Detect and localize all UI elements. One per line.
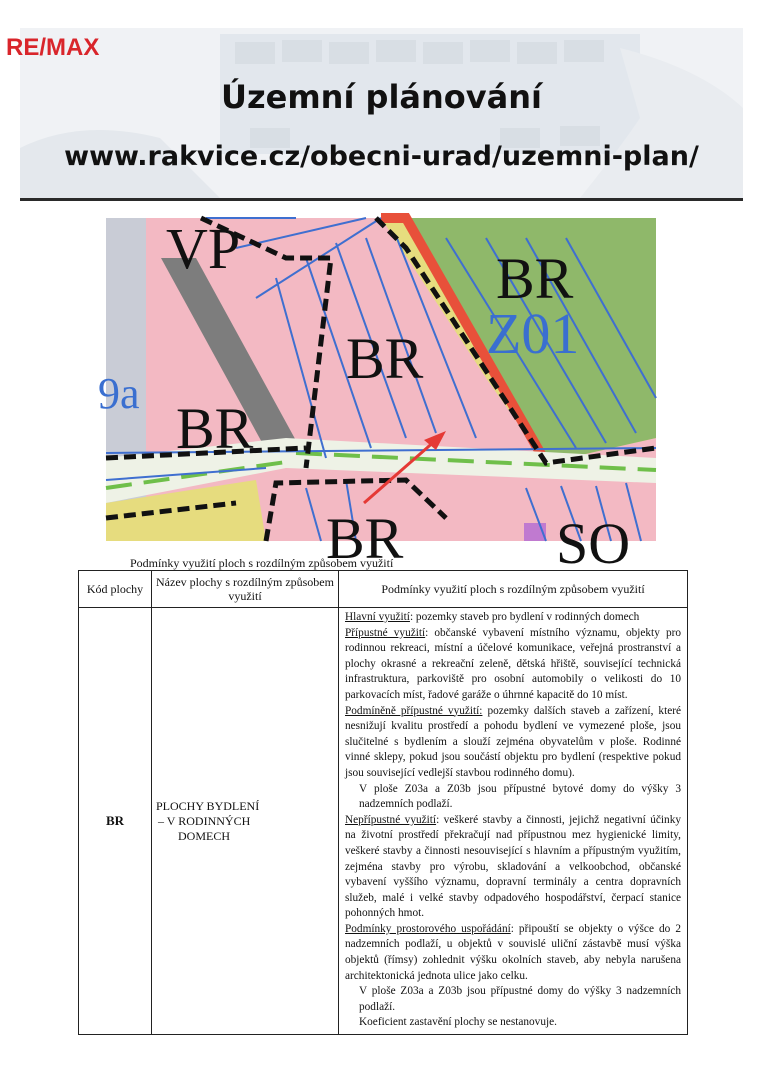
forbidden-use: Nepřípustné využití: veškeré stavby a činnosti, jejichž negativní účinky na životní prostředí překračují nad přípustnou mez hygienické limity, veškeré stavby a činnosti nesouvisející s hlavním a přípustným využitím, zejména stavby pro výrobu, skladování a velkoobchod, občanské vybavení vyššího významu, dopravní terminály a centra dopravních služeb, malé i velké stavby odpadového hospodářství, čerpací stanice pohonných hmot. — [345, 813, 681, 920]
banner-divider — [20, 198, 743, 201]
row-name — [152, 608, 339, 1035]
spatial-conditions: Podmínky prostorového uspořádání: připouští se objekty o výšce do 2 nadzemních podlaží, u objektů v souvislé uliční zástavbě musí výška objektů (římsy) zohlednit výšku okolních staveb, aby nebyla narušena architektonická jednota ulice jako celku. — [345, 922, 682, 982]
table-header-row — [79, 571, 688, 608]
usage-conditions-table — [78, 570, 688, 1035]
map-label-so: SO — [556, 511, 631, 576]
plan-url: www.rakvice.cz/obecni-urad/uzemni-plan/ — [64, 141, 699, 172]
map-label-br-main: BR — [346, 326, 424, 391]
map-label-9a: 9a — [98, 369, 140, 418]
page-title: Územní plánování — [221, 78, 542, 116]
main-use: Hlavní využití: pozemky staveb pro bydlení v rodinných domech — [345, 611, 640, 623]
row-code: BR — [79, 608, 152, 1035]
coefficient-note: Koeficient zastavění plochy se nestanovuje. — [359, 1016, 557, 1029]
header-conditions: Podmínky využití ploch s rozdílným způsobem využití — [339, 571, 688, 608]
map-label-vp: VP — [166, 216, 241, 281]
row-name-line2: – V RODINNÝCH — [158, 813, 251, 828]
row-name-line1: PLOCHY BYDLENÍ — [156, 798, 260, 813]
header-code: Kód plochy — [79, 571, 152, 608]
spatial-note: V ploše Z03a a Z03b jsou přípustné domy do výšky 3 nadzemních podlaží. — [359, 985, 681, 1013]
row-conditions — [339, 608, 688, 1035]
map-label-br-bottom: BR — [326, 506, 404, 571]
row-name-line3: DOMECH — [178, 828, 231, 843]
allowed-use: Přípustné využití: občanské vybavení místního významu, objekty pro rodinnou rekreaci, místní a účelové komunikace, veřejná prostranství a plochy okrasné a rekreační zeleně, dětská hřiště, související technická infrastruktura, parkoviště pro osobní automobily o velikosti do 10 parkovacích míst, řadové garáže o úhrnné kapacitě do 10 míst. — [345, 626, 681, 701]
map-label-br-left: BR — [176, 396, 254, 461]
table-caption: Podmínky využití ploch s rozdílným způsobem využití — [130, 556, 394, 570]
conditional-note: V ploše Z03a a Z03b jsou přípustné bytové domy do výšky 3 nadzemních podlaží. — [359, 782, 681, 811]
table-row — [79, 608, 688, 1035]
header-name: Název plochy s rozdílným způsobem využití — [152, 571, 339, 608]
remax-logo: RE/MAX — [6, 34, 100, 61]
map-label-br-top: BR — [496, 246, 574, 311]
map-label-z01: Z01 — [486, 301, 580, 366]
conditional-use: Podmíněně přípustné využití: pozemky dalších staveb a zařízení, které nesnižují kvalitu prostředí a pohodu bydlení ve vymezené ploše, jsou slučitelné s bydlením a slouží zejména obyvatelům v ploše. Rodinné vinné sklepy, pokud jsou součástí objektu pro bydlení (respektive pokud jsou související vedlejší stavbou rodinného domu). — [345, 704, 681, 779]
